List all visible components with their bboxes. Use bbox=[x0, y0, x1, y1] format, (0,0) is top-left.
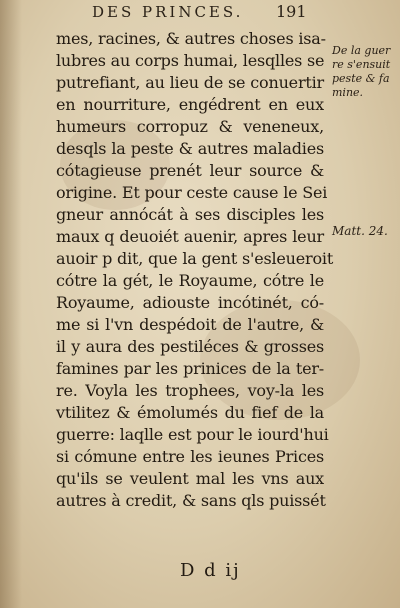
text-line: Royaume, adiouste incótinét, có- bbox=[56, 293, 324, 312]
text-line: si cómune entre les ieunes Prices bbox=[56, 447, 324, 466]
page-number: 191 bbox=[276, 2, 307, 21]
text-line: humeurs corropuz & veneneux, bbox=[56, 117, 324, 136]
text-line: desqls la peste & autres maladies bbox=[56, 139, 324, 158]
running-title: DES PRINCES. bbox=[92, 3, 244, 21]
text-line: origine. Et pour ceste cause le Sei bbox=[56, 183, 328, 202]
text-line: lubres au corps humai, lesqlles se bbox=[56, 51, 325, 70]
text-line: vtilitez & émolumés du fief de la bbox=[56, 403, 324, 422]
body-text bbox=[56, 28, 334, 512]
marginal-note-line: re s'ensuit bbox=[332, 58, 391, 71]
text-line: en nourriture, engédrent en eux bbox=[56, 95, 324, 114]
gutter-shadow bbox=[0, 0, 22, 608]
text-line: gneur annócát à ses disciples les bbox=[56, 205, 324, 224]
text-line: il y aura des pestiléces & grosses bbox=[56, 337, 324, 356]
text-line: guerre: laqlle est pour le iourd'hui bbox=[56, 425, 329, 444]
text-line: re. Voyla les trophees, voy-la les bbox=[56, 381, 324, 400]
marginal-note-matthew: Matt. 24. bbox=[332, 224, 388, 238]
text-line: putrefiant, au lieu de se conuertir bbox=[56, 73, 324, 92]
text-line: autres à credit, & sans qls puissét bbox=[56, 491, 326, 510]
text-line: famines par les prinices de la ter- bbox=[56, 359, 324, 378]
signature-mark: D d ij bbox=[180, 560, 241, 581]
text-line: mes, racines, & autres choses isa- bbox=[56, 29, 326, 48]
text-line: auoir p dit, que la gent s'esleueroit bbox=[56, 249, 334, 268]
marginal-note-line: De la guer bbox=[332, 44, 391, 57]
text-line: qu'ils se veulent mal les vns aux bbox=[56, 469, 324, 488]
text-line: cótagieuse prenét leur source & bbox=[56, 161, 324, 180]
text-line: maux q deuoiét auenir, apres leur bbox=[56, 227, 324, 246]
marginal-note-line: mine. bbox=[332, 86, 364, 99]
text-line: me si l'vn despédoit de l'autre, & bbox=[56, 315, 324, 334]
text-line: cótre la gét, le Royaume, cótre le bbox=[56, 271, 324, 290]
marginal-note-line: peste & fa bbox=[332, 72, 390, 85]
marginal-note-war bbox=[332, 44, 398, 100]
running-head bbox=[92, 3, 322, 25]
